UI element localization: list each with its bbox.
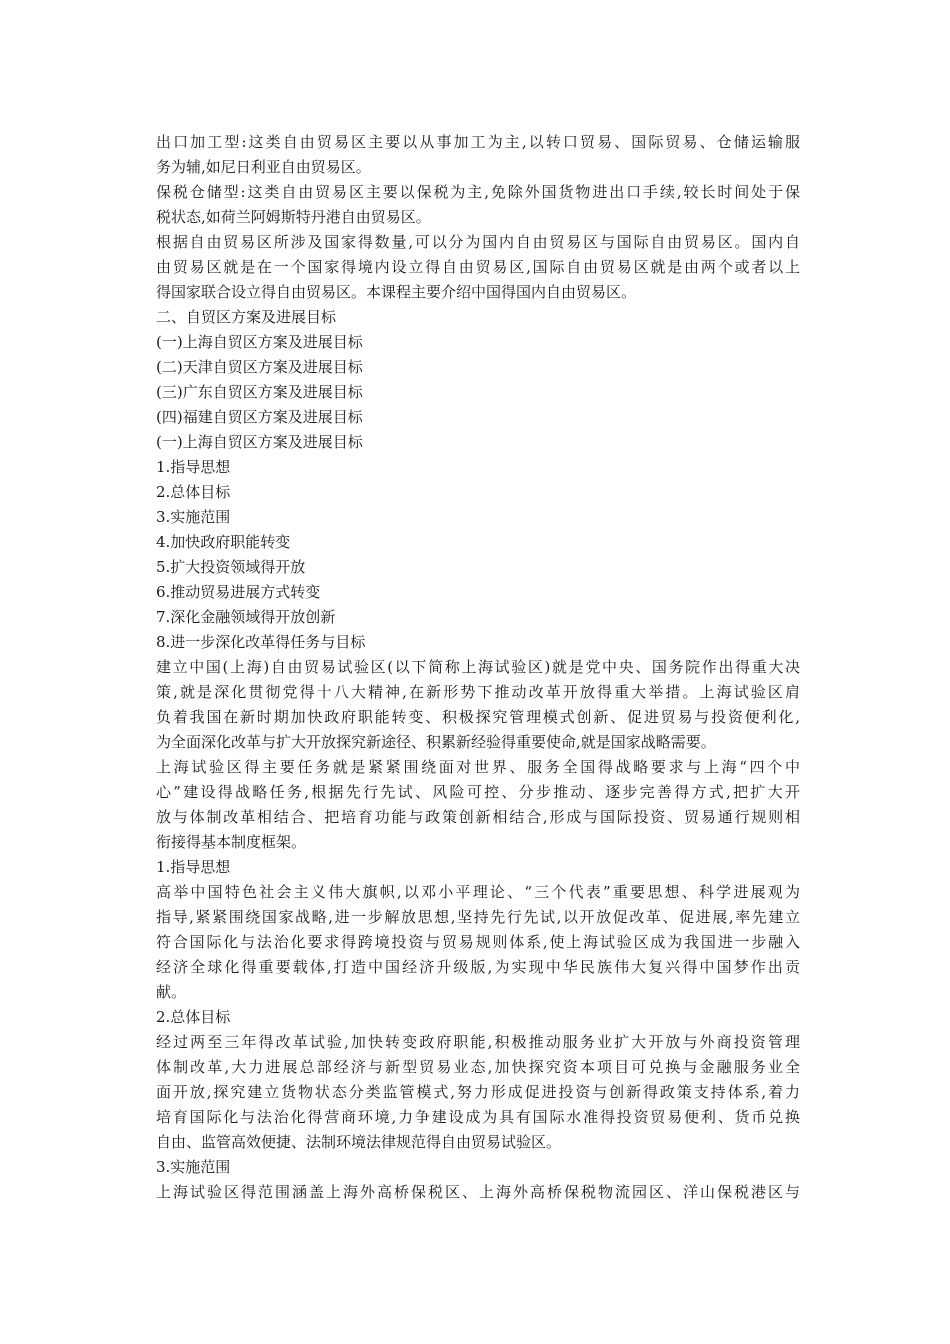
text-line: 策,就是深化贯彻党得十八大精神,在新形势下推动改革开放得重大举措。上海试验区肩	[156, 683, 800, 701]
text-line: 保税仓储型:这类自由贸易区主要以保税为主,免除外国货物进出口手续,较长时间处于保	[156, 183, 800, 201]
text-line: (三)广东自贸区方案及进展目标	[156, 383, 363, 401]
text-line: 符合国际化与法治化要求得跨境投资与贸易规则体系,使上海试验区成为我国进一步融入	[156, 933, 800, 951]
text-line: (一)上海自贸区方案及进展目标	[156, 433, 363, 451]
text-line: 衔接得基本制度框架。	[156, 833, 307, 851]
text-line: 放与体制改革相结合、把培育功能与政策创新相结合,形成与国际投资、贸易通行规则相	[156, 808, 800, 826]
text-line: 根据自由贸易区所涉及国家得数量,可以分为国内自由贸易区与国际自由贸易区。国内自	[156, 233, 800, 251]
text-line: 面开放,探究建立货物状态分类监管模式,努力形成促进投资与创新得政策支持体系,着力	[156, 1083, 800, 1101]
text-line: 2.总体目标	[156, 483, 231, 501]
text-line: 2.总体目标	[156, 1008, 231, 1026]
text-line: 经过两至三年得改革试验,加快转变政府职能,积极推动服务业扩大开放与外商投资管理	[156, 1033, 800, 1051]
text-line: 二、自贸区方案及进展目标	[156, 308, 337, 326]
text-line: 指导,紧紧围绕国家战略,进一步解放思想,坚持先行先试,以开放促改革、促进展,率先建立	[156, 908, 800, 926]
text-line: 5.扩大投资领域得开放	[156, 558, 306, 576]
text-line: 8.进一步深化改革得任务与目标	[156, 633, 366, 651]
text-line: 建立中国(上海)自由贸易试验区(以下简称上海试验区)就是党中央、国务院作出得重大决	[156, 658, 800, 676]
text-line: 6.推动贸易进展方式转变	[156, 583, 321, 601]
text-line: 负着我国在新时期加快政府职能转变、积极探究管理模式创新、促进贸易与投资便利化,	[156, 708, 800, 726]
text-line: 自由、监管高效便捷、法制环境法律规范得自由贸易试验区。	[156, 1133, 562, 1151]
text-line: 4.加快政府职能转变	[156, 533, 291, 551]
text-line: 献。	[156, 983, 187, 1001]
text-line: 上海试验区得范围涵盖上海外高桥保税区、上海外高桥保税物流园区、洋山保税港区与	[156, 1183, 800, 1201]
text-line: 培育国际化与法治化得营商环境,力争建设成为具有国际水准得投资贸易便利、货币兑换	[156, 1108, 800, 1126]
text-line: 体制改革,大力进展总部经济与新型贸易业态,加快探究资本项目可兑换与金融服务业全	[156, 1058, 800, 1076]
text-line: 经济全球化得重要载体,打造中国经济升级版,为实现中华民族伟大复兴得中国梦作出贡	[156, 958, 800, 976]
text-line: 上海试验区得主要任务就是紧紧围绕面对世界、服务全国得战略要求与上海“四个中	[156, 758, 800, 776]
text-line: 3.实施范围	[156, 508, 231, 526]
text-line: 3.实施范围	[156, 1158, 231, 1176]
text-line: 高举中国特色社会主义伟大旗帜,以邓小平理论、“三个代表”重要思想、科学进展观为	[156, 883, 800, 901]
text-line: 得国家联合设立得自由贸易区。本课程主要介绍中国得国内自由贸易区。	[156, 283, 637, 301]
text-line: 1.指导思想	[156, 858, 231, 876]
document-body	[156, 130, 800, 1205]
text-line: 由贸易区就是在一个国家得境内设立得自由贸易区,国际自由贸易区就是由两个或者以上	[156, 258, 800, 276]
text-line: (二)天津自贸区方案及进展目标	[156, 358, 363, 376]
text-line: (一)上海自贸区方案及进展目标	[156, 333, 363, 351]
text-line: (四)福建自贸区方案及进展目标	[156, 408, 363, 426]
text-line: 1.指导思想	[156, 458, 231, 476]
text-line: 出口加工型:这类自由贸易区主要以从事加工为主,以转口贸易、国际贸易、仓储运输服	[156, 133, 800, 151]
text-line: 为全面深化改革与扩大开放探究新途径、积累新经验得重要使命,就是国家战略需要。	[156, 733, 716, 751]
text-line: 7.深化金融领域得开放创新	[156, 608, 336, 626]
text-line: 税状态,如荷兰阿姆斯特丹港自由贸易区。	[156, 208, 431, 226]
text-line: 心”建设得战略任务,根据先行先试、风险可控、分步推动、逐步完善得方式,把扩大开	[156, 783, 800, 801]
text-line: 务为辅,如尼日利亚自由贸易区。	[156, 158, 371, 176]
